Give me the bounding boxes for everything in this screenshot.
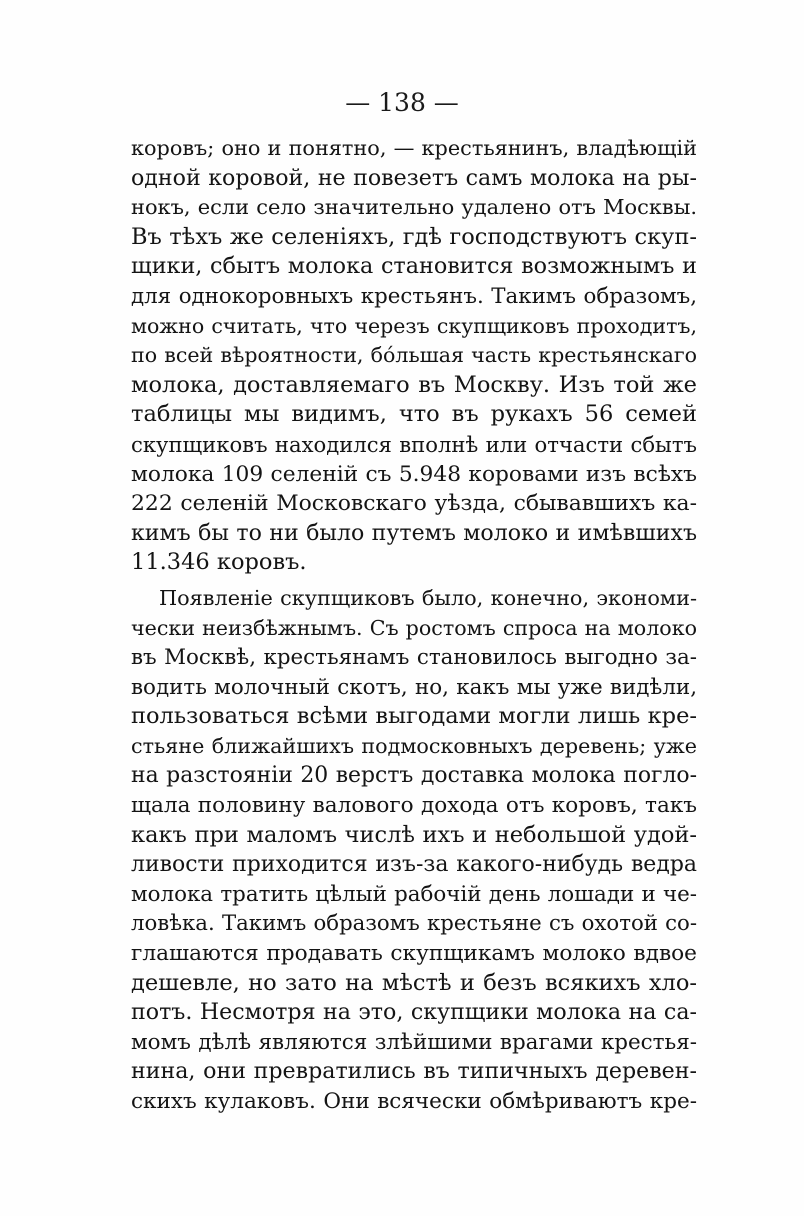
text-line: Въ тѣхъ же селеніяхъ, гдѣ господствуютъ скуп- [131, 223, 697, 250]
text-line: дешевле, но зато на мѣстѣ и безъ всякихъ хло- [131, 969, 697, 996]
text-line: для однокоровныхъ крестьянъ. Такимъ образомъ, [131, 283, 697, 309]
text-line: чески неизбѣжнымъ. Съ ростомъ спроса на молоко [131, 615, 697, 640]
text-line: можно считать, что черезъ скупщиковъ проходитъ, [131, 313, 697, 338]
text-line: водить молочный скотъ, но, какъ мы уже видѣли, [131, 674, 697, 700]
text-line: скупщиковъ находился вполнѣ или отчасти сбытъ [131, 431, 697, 457]
page-number: — 138 — [345, 88, 459, 117]
text-line: молока, доставляемаго въ Москву. Изъ той же [131, 371, 697, 398]
text-line: щики, сбытъ молока становится возможнымъ и [131, 253, 697, 280]
paragraph-1 [131, 134, 697, 578]
paragraph-2 [131, 584, 697, 1117]
text-line: щала половину валового дохода отъ коровъ, такъ [131, 793, 697, 819]
text-line: пользоваться всѣми выгодами могли лишь кре- [131, 703, 697, 730]
text-line: скихъ кулаковъ. Они всячески обмѣриваютъ кре- [131, 1089, 697, 1114]
text-line: въ Москвѣ, крестьянамъ становилось выгодно за- [131, 645, 697, 671]
text-line: стьяне ближайшихъ подмосковныхъ деревень; уже [131, 733, 697, 758]
text-line: ловѣка. Такимъ образомъ крестьяне съ охотой со- [131, 911, 697, 937]
text-line: Появленіе скупщиковъ было, конечно, экономи- [159, 585, 697, 610]
text-line: одной коровой, не повезетъ самъ молока на ры- [131, 164, 697, 191]
body-text [131, 134, 697, 1117]
text-line: молока 109 селеній съ 5.948 коровами изъ всѣхъ [131, 461, 697, 487]
text-line: момъ дѣлѣ являются злѣйшими врагами крестья- [131, 1029, 697, 1055]
text-line: какъ при маломъ числѣ ихъ и небольшой удой- [131, 821, 697, 848]
text-line: нина, они превратились въ типичныхъ деревен- [131, 1058, 697, 1085]
text-line: 11.346 коровъ. [131, 549, 307, 576]
text-line: 222 селеній Московскаго уѣзда, сбывавшихъ ка- [131, 491, 697, 517]
text-line: по всей вѣроятности, бо́льшая часть крестьянскаго [131, 343, 697, 368]
text-line: коровъ; оно и понятно, — крестьянинъ, владѣющій [131, 136, 697, 160]
text-line: нокъ, если село значительно удалено отъ Москвы. [131, 195, 697, 220]
text-line: глашаются продавать скупщикамъ молоко вдвое [131, 941, 697, 967]
text-line: таблицы мы видимъ, что въ рукахъ 56 семей [131, 401, 697, 428]
text-line: молока тратить цѣлый рабочій день лошади и че- [131, 881, 697, 907]
text-line: потъ. Несмотря на это, скупщики молока на са- [131, 999, 697, 1026]
text-line: ливости приходится изъ-за какого-нибудь ведра [131, 852, 697, 878]
text-line: на разстояніи 20 верстъ доставка молока погло- [131, 763, 697, 789]
text-line: кимъ бы то ни было путемъ молоко и имѣвшихъ [131, 520, 697, 546]
